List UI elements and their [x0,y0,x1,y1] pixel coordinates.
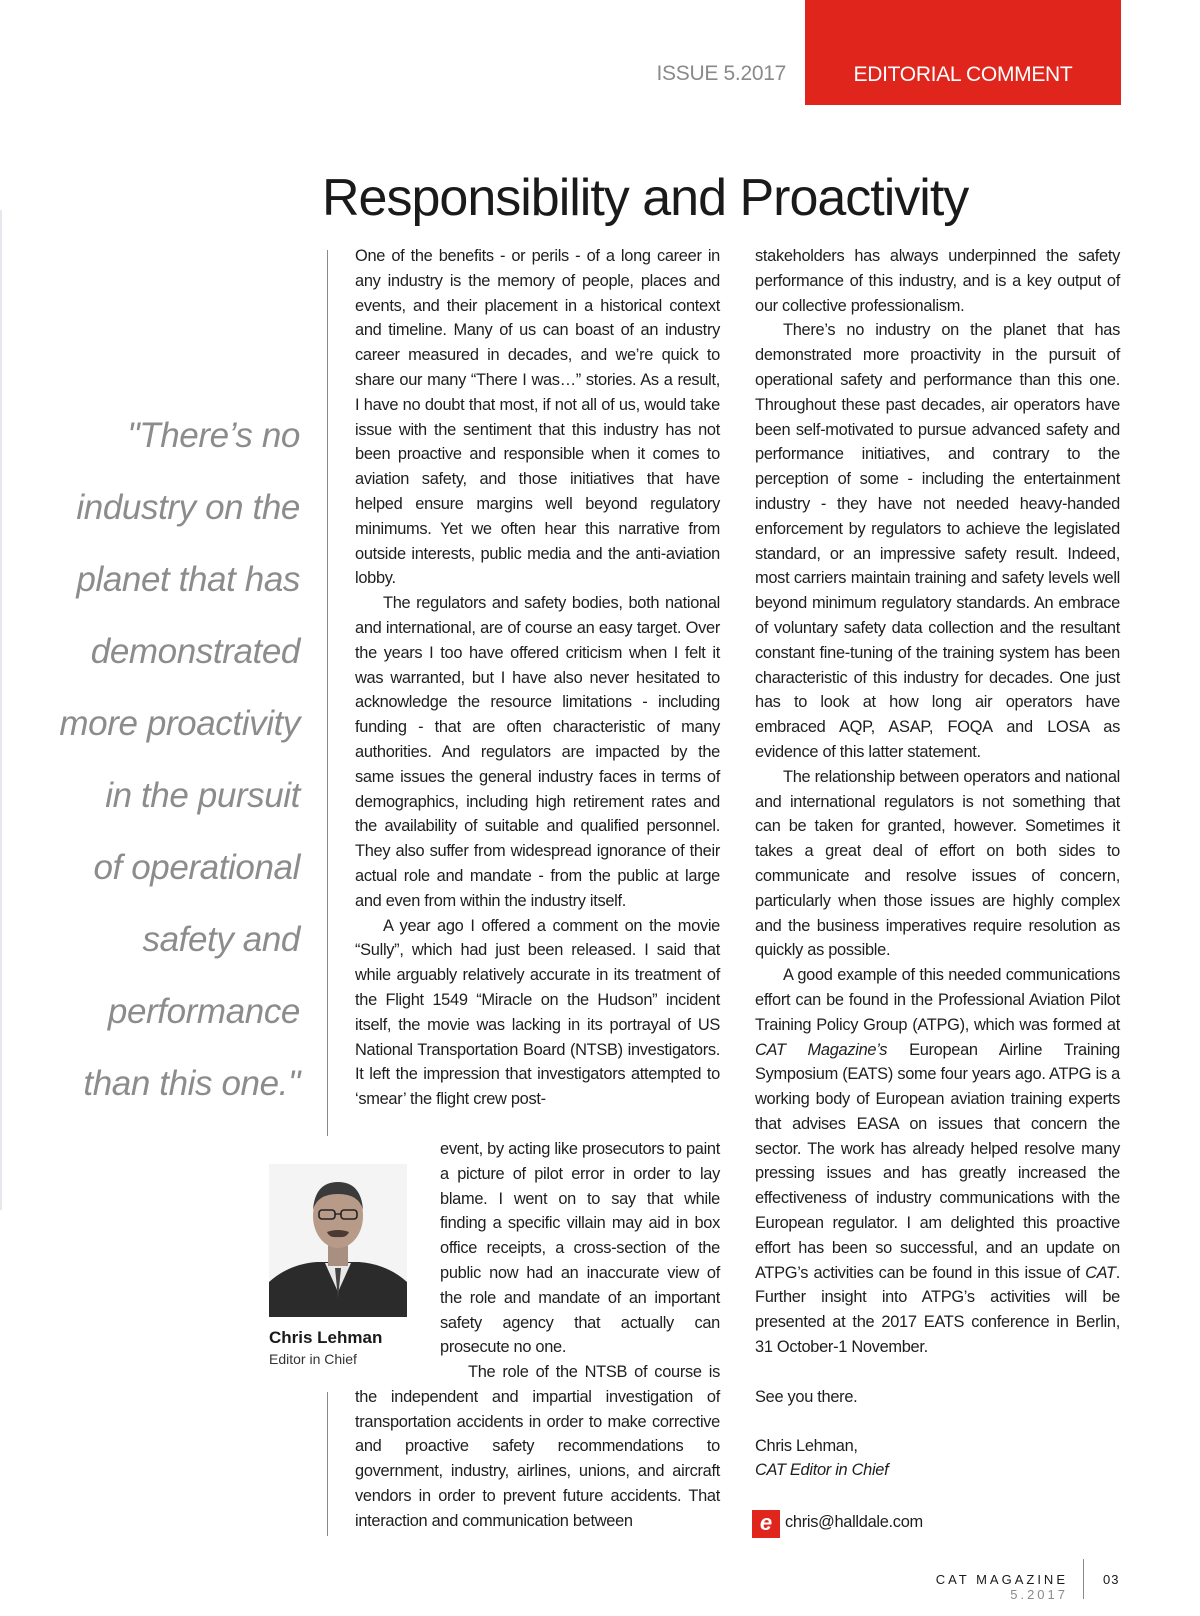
paragraph: event, by acting like prosecutors to paint a picture of pilot error in order to lay blame. I went on to say that while finding a specific villain may aid in box office receipts, a cross-section of the public now had an inaccurate view of the role and mandate of an important safety agency that actually can prosecute no one. [440,1140,720,1357]
pull-quote-line: "There’s no [127,416,300,455]
email-link[interactable]: chris@halldale.com [785,1513,923,1531]
article-column-1-wrap [440,1137,720,1360]
author-photo [269,1164,407,1317]
paragraph: The relationship between operators and national and international regulators is not something that can be taken for granted, however. Sometimes it takes a great deal of effort on both sides to communicate and resolve issues of concern, particularly when those issues are highly complex and the business imperatives require resolution as quickly as possible. [755,767,1120,960]
author-portrait-icon [269,1164,407,1317]
text-run: A good example of this needed communications effort can be found in the Professional Aviation Pilot Training Policy Group (ATPG), which was formed at [755,966,1120,1034]
byline-name: Chris Lehman [269,1328,383,1347]
pull-quote-line: than this one." [83,1064,300,1103]
pull-quote-line: planet that has [76,560,300,599]
article-title: Responsibility and Proactivity [322,169,969,227]
text-run: . Further insight into ATPG’s activities will be presented at the 2017 EATS conference in Berlin, 31 October-1 November. [755,1263,1120,1357]
email-icon: e [752,1510,780,1538]
signature-name: Chris Lehman, [755,1437,858,1455]
closing-line: See you there. [755,1388,858,1406]
pull-quote-line: industry on the [76,488,300,527]
publication-name: CAT Magazine’s [755,1040,888,1059]
paragraph: There’s no industry on the planet that has demonstrated more proactivity in the pursuit of operational safety and performance than this one. Throughout these past decades, air operators have been self-motivated to pursue advanced safety and performance initiatives, and contrary to the perception of some - including the entertainment industry - they have not needed heavy-handed enforcement by regulators to achieve the legislated standard, or an impressive safety result. Indeed, most carriers maintain training and safety levels well beyond minimum regulatory standards. An embrace of voluntary safety data collection and the resultant constant fine-tuning of the training system has been characteristic of this industry for decades. One just has to look at how long air operators have embraced AQP, ASAP, FOQA and LOSA as evidence of this latter statement. [755,321,1120,761]
column-rule-top [327,250,328,1136]
pull-quote-line: demonstrated [90,632,300,671]
paragraph: stakeholders has always underpinned the safety performance of this industry, and is a key output of our collective professionalism. [755,247,1120,315]
issue-label: ISSUE 5.2017 [656,62,786,85]
paragraph: A year ago I offered a comment on the movie “Sully”, which had just been released. I said that while arguably relatively accurate in its treatment of the Flight 1549 “Miracle on the Hudson” incident itself, the movie was lacking in its portrayal of US National Transportation Board (NTSB) investigators. It left the impression that investigators attempted to ‘smear’ the flight crew post- [355,916,720,1109]
page-number: 03 [1103,1572,1120,1587]
left-edge-bar [0,210,2,1210]
footer-magazine [880,1572,1068,1602]
column-rule-bottom [327,1392,328,1536]
paragraph: The regulators and safety bodies, both national and international, are of course an easy target. Over the years I too have offered criticism when I felt it was warranted, but I have also never hesitated to acknowledge the resource limitations - including funding - that are often characteristic of many authorities. And regulators are impacted by the same issues the general industry faces in terms of demographics, including high retirement rates and the availability of suitable and qualified personnel. They also suffer from widespread ignorance of their actual role and mandate - from the public at large and even from within the industry itself. [355,594,720,910]
pull-quote-line: of operational [93,848,300,887]
pull-quote-line: performance [107,992,300,1031]
footer-year: 5.2017 [1010,1587,1068,1602]
article-column-1-bottom [355,1360,720,1534]
paragraph: One of the benefits - or perils - of a long career in any industry is the memory of people, places and events, and their placement in a historical context and timeline. Many of us can boast of an industry career measured in decades, and we’re quick to share our many “There I was…” stories. As a result, I have no doubt that most, if not all of us, would take issue with the sentiment that this industry has not been proactive and responsible when it comes to aviation safety, and those initiatives that have helped ensure margins well beyond regulatory minimums. Yet we often hear this narrative from outside interests, public media and the anti-aviation lobby. [355,247,720,588]
pull-quote-line: safety and [142,920,300,959]
article-column-1 [355,244,720,1112]
article-column-2 [755,244,1120,1360]
section-label: EDITORIAL COMMENT [853,63,1073,86]
section-tab [805,0,1121,105]
footer-magazine-name: CAT MAGAZINE [935,1572,1068,1587]
text-run: European Airline Training Symposium (EATS) some four years ago. ATPG is a working body of European aviation training experts that advises EASA on issues that concern the sector. The work has already helped resolve many pressing issues and has greatly increased the effectiveness of industry communications with the European regulator. I am delighted this proactive effort has been so successful, and an update on ATPG’s activities can be found in this issue of [755,1040,1120,1282]
byline-role: Editor in Chief [269,1351,357,1367]
footer-divider [1083,1559,1084,1599]
paragraph [755,963,1120,1360]
pull-quote-line: in the pursuit [105,776,300,815]
signature-title: CAT Editor in Chief [755,1461,889,1479]
pull-quote [30,400,300,1120]
publication-name: CAT [1085,1263,1116,1282]
paragraph: The role of the NTSB of course is the independent and impartial investigation of transportation accidents in order to make corrective and proactive safety recommendations to government, industry, airlines, unions, and aircraft vendors in order to prevent future accidents. That interaction and communication between [355,1363,720,1530]
pull-quote-line: more proactivity [59,704,300,743]
